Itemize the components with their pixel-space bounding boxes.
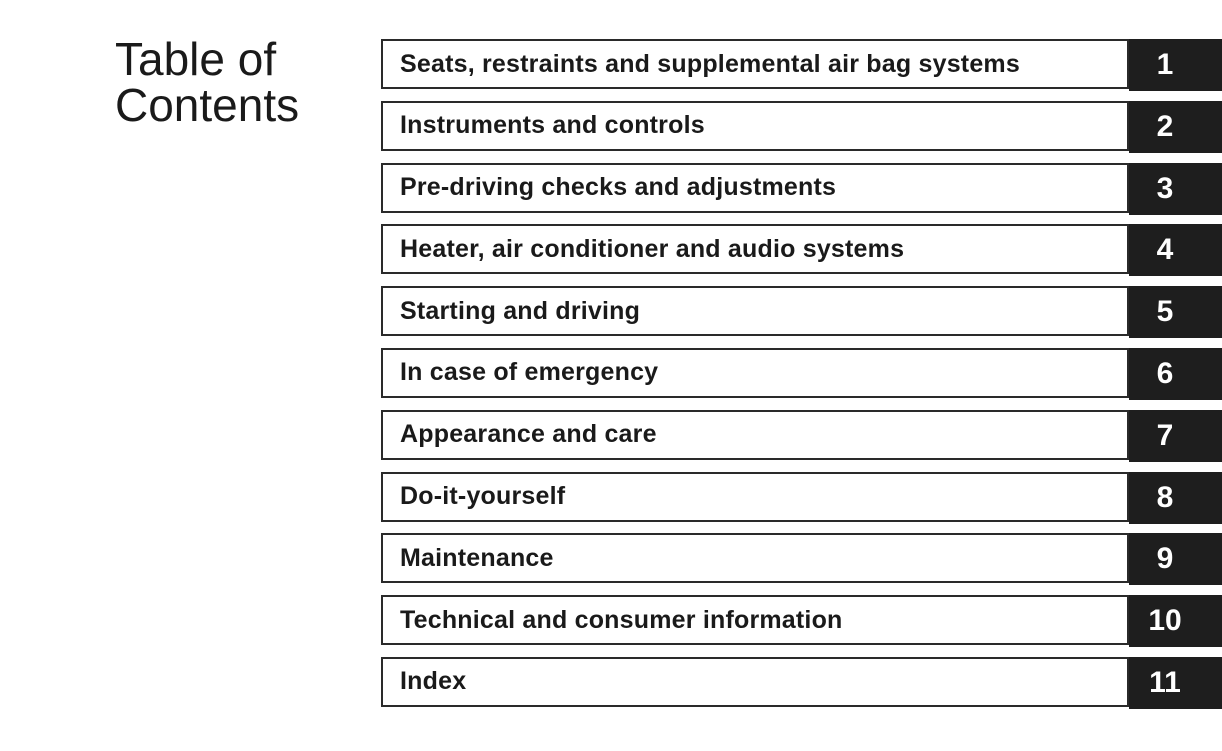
section-tab[interactable] xyxy=(1129,533,1222,585)
toc-entry-label[interactable]: Maintenance xyxy=(400,543,554,572)
page-title-line1: Table of xyxy=(115,33,277,85)
toc-entry-do-it-yourself[interactable] xyxy=(381,472,1222,522)
section-number[interactable]: 6 xyxy=(1156,356,1174,390)
section-tab[interactable] xyxy=(1129,101,1222,153)
toc-entry-seats-restraints[interactable] xyxy=(381,39,1222,89)
section-tab[interactable] xyxy=(1129,657,1222,709)
toc-entry-technical-info[interactable] xyxy=(381,595,1222,645)
section-tab[interactable] xyxy=(1129,348,1222,400)
toc-entry-label[interactable]: Pre-driving checks and adjustments xyxy=(400,173,837,202)
section-number[interactable]: 7 xyxy=(1156,418,1174,452)
section-tab[interactable] xyxy=(1129,163,1222,215)
toc-entry-box[interactable] xyxy=(381,101,1129,151)
section-tab[interactable] xyxy=(1129,224,1222,276)
section-tab[interactable] xyxy=(1129,595,1222,647)
toc-entry-label[interactable]: In case of emergency xyxy=(400,358,659,387)
section-number[interactable]: 3 xyxy=(1156,171,1174,205)
toc-entry-maintenance[interactable] xyxy=(381,533,1222,583)
section-number[interactable]: 2 xyxy=(1156,109,1174,143)
toc-entry-instruments-controls[interactable] xyxy=(381,101,1222,151)
toc-entry-appearance-care[interactable] xyxy=(381,410,1222,460)
toc-entry-label[interactable]: Instruments and controls xyxy=(400,111,705,140)
toc-entry-label[interactable]: Index xyxy=(400,667,467,696)
toc-entry-box[interactable] xyxy=(381,533,1129,583)
section-number[interactable]: 8 xyxy=(1156,480,1174,514)
toc-entry-box[interactable] xyxy=(381,657,1129,707)
section-number[interactable]: 10 xyxy=(1148,604,1182,638)
toc-entry-label[interactable]: Do-it-yourself xyxy=(400,482,566,511)
toc-entry-label[interactable]: Heater, air conditioner and audio systems xyxy=(400,234,905,263)
toc-entry-heater-audio[interactable] xyxy=(381,224,1222,274)
toc-entry-label[interactable]: Appearance and care xyxy=(400,420,657,449)
toc-entry-box[interactable] xyxy=(381,163,1129,213)
toc-entry-starting-driving[interactable] xyxy=(381,286,1222,336)
section-tab[interactable] xyxy=(1129,39,1222,91)
toc-entry-index[interactable] xyxy=(381,657,1222,707)
section-tab[interactable] xyxy=(1129,286,1222,338)
toc-entry-label[interactable]: Seats, restraints and supplemental air bag systems xyxy=(400,49,1020,78)
page-title-line2: Contents xyxy=(115,79,300,131)
section-number[interactable]: 11 xyxy=(1149,665,1181,699)
section-number[interactable]: 4 xyxy=(1156,233,1174,267)
section-tab[interactable] xyxy=(1129,472,1222,524)
toc-entry-box[interactable] xyxy=(381,224,1129,274)
toc-entry-label[interactable]: Starting and driving xyxy=(400,296,641,325)
section-tab[interactable] xyxy=(1129,410,1222,462)
toc-entry-box[interactable] xyxy=(381,39,1129,89)
toc-entry-box[interactable] xyxy=(381,286,1129,336)
toc-entry-box[interactable] xyxy=(381,348,1129,398)
toc-entry-pre-driving-checks[interactable] xyxy=(381,163,1222,213)
toc-list xyxy=(381,39,1222,719)
toc-entry-box[interactable] xyxy=(381,410,1129,460)
toc-entry-emergency[interactable] xyxy=(381,348,1222,398)
section-number[interactable]: 1 xyxy=(1156,48,1174,81)
toc-entry-box[interactable] xyxy=(381,472,1129,522)
section-number[interactable]: 5 xyxy=(1156,295,1174,329)
toc-entry-box[interactable] xyxy=(381,595,1129,645)
toc-entry-label[interactable]: Technical and consumer information xyxy=(400,605,843,634)
page-title xyxy=(115,33,300,131)
section-number[interactable]: 9 xyxy=(1156,542,1174,576)
